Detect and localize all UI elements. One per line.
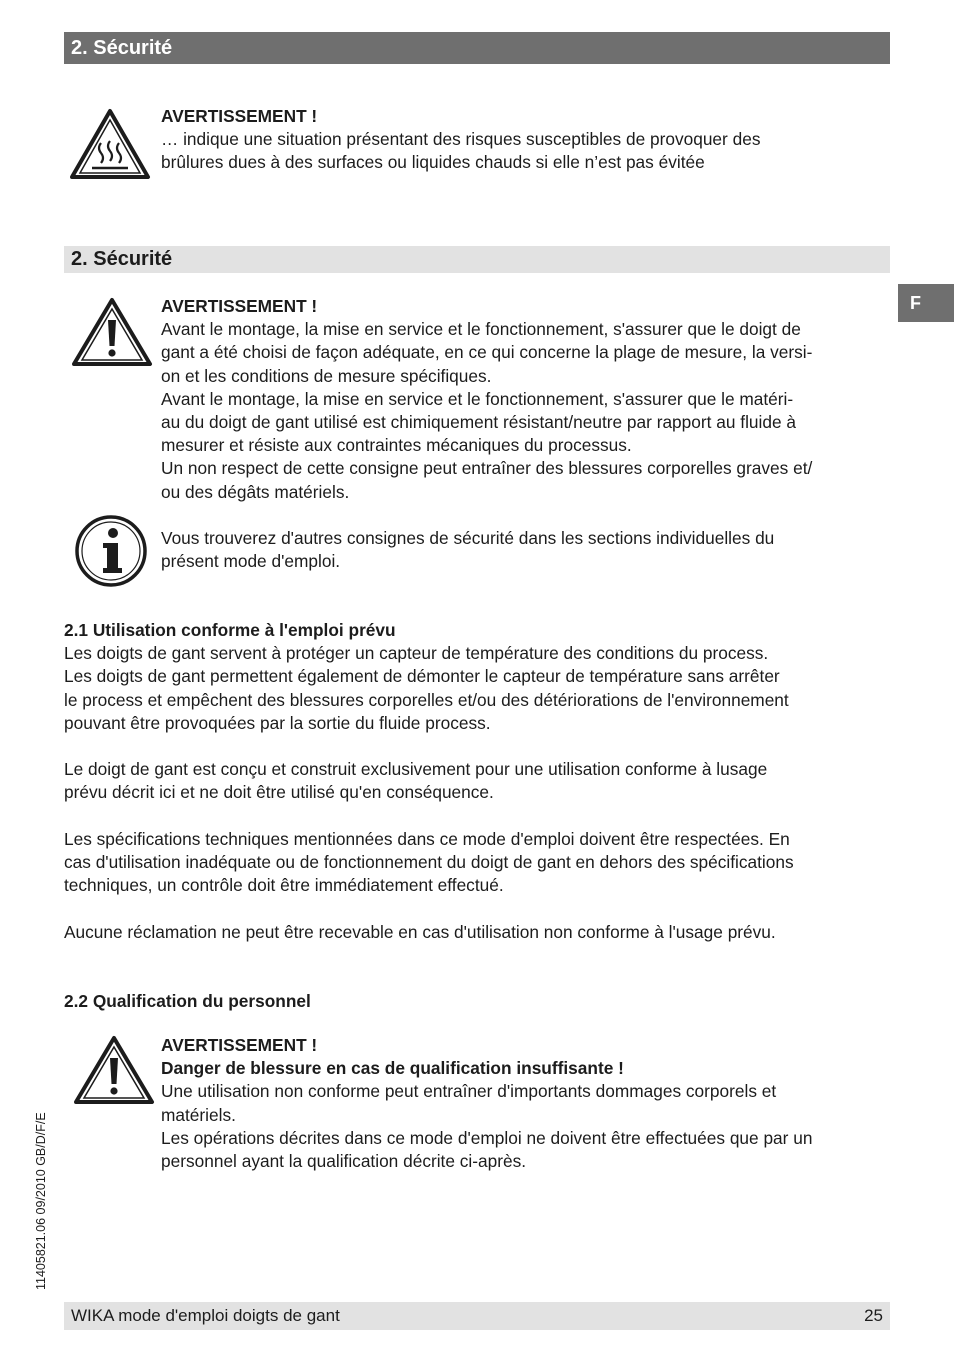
info-icon — [73, 513, 149, 589]
warning-exclamation-icon — [72, 1034, 156, 1106]
page-footer — [64, 1302, 890, 1330]
page-number: 25 — [864, 1306, 883, 1325]
paragraph — [64, 828, 890, 898]
warning-text-line: Une utilisation non conforme peut entraîner d'importants dommages corporels et — [161, 1081, 777, 1102]
document-code: 11405821.06 09/2010 GB/D/F/E — [34, 1112, 48, 1290]
warning-text-line: matériels. — [161, 1104, 236, 1125]
paragraph-line: prévu décrit ici et ne doit être utilisé qu'en conséquence. — [64, 782, 494, 803]
section-title-bar — [64, 246, 890, 273]
info-text-line: présent mode d'emploi. — [161, 551, 341, 572]
warning-text-line: Les opérations décrites dans ce mode d'emploi ne doivent être effectuées que par un — [161, 1127, 813, 1148]
paragraph — [64, 758, 890, 804]
paragraph-line: le process et empêchent des blessures corporelles et/ou des détériorations de l'environnement — [64, 689, 789, 710]
warning-text-line: Avant le montage, la mise en service et le fonctionnement, s'assurer que le matéri- — [161, 388, 794, 409]
paragraph-line: pouvant être provoquées par la sortie du fluide process. — [64, 712, 491, 733]
section-header-bar — [64, 32, 890, 64]
section-title: 2. Sécurité — [71, 248, 173, 270]
paragraph-line: Aucune réclamation ne peut être recevable en cas d'utilisation non conforme à l'usage prévu. — [64, 922, 776, 942]
qualification-warning — [161, 1034, 891, 1173]
section-header-title: 2. Sécurité — [71, 37, 173, 59]
paragraph-line: Les doigts de gant servent à protéger un capteur de température des conditions du process. — [64, 643, 769, 664]
paragraph-line: Les doigts de gant permettent également de démonter le capteur de température sans arrêter — [64, 666, 780, 687]
language-tab-label: F — [910, 293, 921, 313]
paragraph — [64, 921, 890, 944]
language-tab — [898, 284, 954, 322]
warning-text-line: gant a été choisi de façon adéquate, en ce qui concerne la plage de mesure, la versi- — [161, 342, 813, 363]
hot-surface-warning-icon — [68, 107, 152, 181]
paragraph-line: techniques, un contrôle doit être immédiatement effectué. — [64, 875, 504, 896]
paragraph-line: Le doigt de gant est conçu et construit exclusivement pour une utilisation conforme à lusage — [64, 759, 768, 779]
warning-text-line: Avant le montage, la mise en service et le fonctionnement, s'assurer que le doigt de — [161, 319, 801, 340]
warning-text-line: ou des dégâts matériels. — [161, 481, 350, 502]
general-warning — [161, 295, 891, 504]
warning-text-line: au du doigt de gant utilisé est chimiquement résistant/neutre par rapport au fluide à — [161, 412, 796, 433]
warning-exclamation-icon — [70, 296, 154, 368]
warning-text-line: mesurer et résiste aux contraintes mécaniques du processus. — [161, 435, 632, 456]
section-2-2 — [64, 990, 890, 1013]
subsection-title: 2.1 Utilisation conforme à l'emploi prévu — [64, 620, 396, 640]
warning-text-line: … indique une situation présentant des risques susceptibles de provoquer des — [161, 129, 761, 150]
warning-text-line: brûlures dues à des surfaces ou liquides chauds si elle n’est pas évitée — [161, 152, 705, 173]
info-note — [161, 527, 891, 573]
footer-title: WIKA mode d'emploi doigts de gant — [71, 1306, 340, 1325]
info-text-line: Vous trouverez d'autres consignes de sécurité dans les sections individuelles du — [161, 528, 775, 548]
warning-title: AVERTISSEMENT ! — [161, 106, 318, 126]
warning-text-line: personnel ayant la qualification décrite ci-après. — [161, 1151, 527, 1172]
subsection-title: 2.2 Qualification du personnel — [64, 991, 311, 1011]
warning-subtitle: Danger de blessure en cas de qualification insuffisante ! — [161, 1058, 624, 1079]
paragraph-line: cas d'utilisation inadéquate ou de fonctionnement du doigt de gant en dehors des spécifications — [64, 852, 794, 873]
hot-surface-warning — [161, 105, 891, 175]
paragraph-line: Les spécifications techniques mentionnées dans ce mode d'emploi doivent être respectées. En — [64, 829, 790, 849]
warning-text-line: Un non respect de cette consigne peut entraîner des blessures corporelles graves et/ — [161, 458, 813, 479]
warning-text-line: on et les conditions de mesure spécifiques. — [161, 365, 492, 386]
warning-title: AVERTISSEMENT ! — [161, 296, 318, 316]
section-2-1 — [64, 619, 890, 735]
warning-title: AVERTISSEMENT ! — [161, 1035, 318, 1055]
